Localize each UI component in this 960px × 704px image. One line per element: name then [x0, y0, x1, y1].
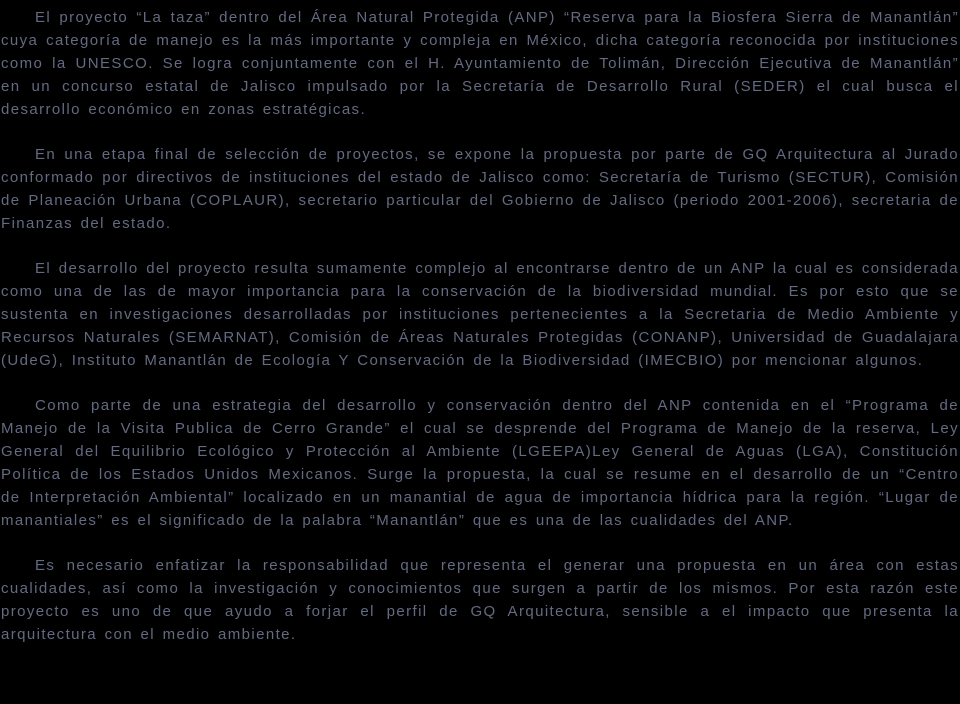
paragraph-project-intro: El proyecto “La taza” dentro del Área Natural Protegida (ANP) “Reserva para la Biosfera Sierra de Manantlán” cuya categoría de manejo es la más importante y compleja en México, dicha categoría reconocida por instituciones como la UNESCO. Se logra conjuntamente con el H. Ayuntamiento de Tolimán, Dirección Ejecutiva de Manantlán” en un concurso estatal de Jalisco impulsado por la Secretaría de Desarrollo Rural (SEDER) el cual busca el desarrollo económico en zonas estratégicas.	[1, 9, 959, 118]
paragraph-jury-selection: En una etapa final de selección de proyectos, se expone la propuesta por parte de GQ Arquitectura al Jurado conformado por directivos de instituciones del estado de Jalisco como: Secretaría de Turismo (SECTUR), Comisión de Planeación Urbana (COPLAUR), secretario particular del Gobierno de Jalisco (periodo 2001-2006), secretaria de Finanzas del estado.	[1, 146, 959, 232]
document-text-block	[1, 6, 959, 646]
paragraph-project-complexity: El desarrollo del proyecto resulta sumamente complejo al encontrarse dentro de un ANP la cual es considerada como una de las de mayor importancia para la conservación de la biodiversidad mundial. Es por esto que se sustenta en investigaciones desarrolladas por instituciones pertenecientes a la Secretaria de Medio Ambiente y Recursos Naturales (SEMARNAT), Comisión de Áreas Naturales Protegidas (CONANP), Universidad de Guadalajara (UdeG), Instituto Manantlán de Ecología Y Conservación de la Biodiversidad (IMECBIO) por mencionar algunos.	[1, 260, 959, 369]
paragraph-management-strategy: Como parte de una estrategia del desarrollo y conservación dentro del ANP contenida en el “Programa de Manejo de la Visita Publica de Cerro Grande” el cual se desprende del Programa de Manejo de la reserva, Ley General del Equilibrio Ecológico y Protección al Ambiente (LGEEPA)Ley General de Aguas (LGA), Constitución Política de los Estados Unidos Mexicanos. Surge la propuesta, la cual se resume en el desarrollo de un “Centro de Interpretación Ambiental” localizado en un manantial de agua de importancia hídrica para la región. “Lugar de manantiales” es el significado de la palabra “Manantlán” que es una de las cualidades del ANP.	[1, 397, 959, 529]
paragraph-responsibility-closing: Es necesario enfatizar la responsabilidad que representa el generar una propuesta en un área con estas cualidades, así como la investigación y conocimientos que surgen a partir de los mismos. Por esta razón este proyecto es uno de que ayudo a forjar el perfil de GQ Arquitectura, sensible a el impacto que presenta la arquitectura con el medio ambiente.	[1, 557, 959, 643]
